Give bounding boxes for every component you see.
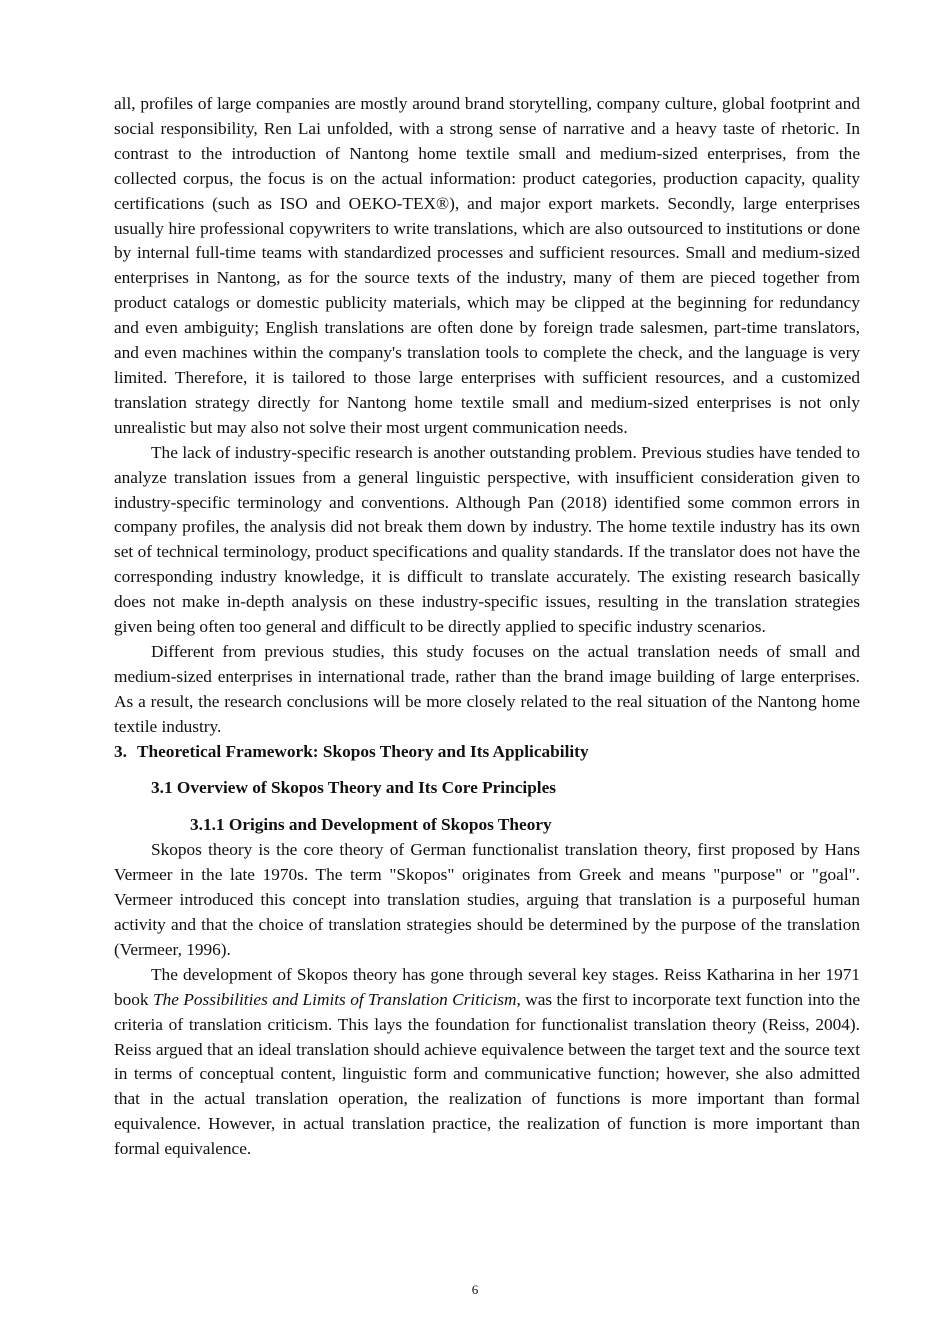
section-number: 3.: [114, 741, 127, 761]
section-title: Theoretical Framework: Skopos Theory and Its Applicability: [137, 741, 589, 761]
document-body: [114, 92, 860, 1162]
section-heading-3: [114, 740, 860, 765]
paragraph-industry-research-gap: The lack of industry-specific research is another outstanding problem. Previous studies have tended to analyze translation issues from a general linguistic perspective, with insufficient consideration given to industry-specific terminology and conventions. Although Pan (2018) identified some common errors in company profiles, the analysis did not break them down by industry. The home textile industry has its own set of technical terminology, product specifications and quality standards. If the translator does not have the corresponding industry knowledge, it is difficult to translate accurately. The existing research basically does not make in-depth analysis on these industry-specific issues, resulting in the translation strategies given being often too general and difficult to be directly applied to specific industry scenarios.: [114, 442, 860, 637]
paragraph-text-after-title: , was the first to incorporate text function into the criteria of translation criticism. This lays the foundation for functionalist translation theory (Reiss, 2004). Reiss argued that an ideal translation should achieve equivalence between the target text and the source text in terms of conceptual content, linguistic form and communicative function; however, she also admitted that in the actual translation operation, the realization of functions is more important than formal equivalence. However, in actual translation practice, the realization of function is more important than formal equivalence.: [114, 989, 861, 1159]
book-title: The Possibilities and Limits of Translation Criticism: [152, 989, 517, 1009]
paragraph-skopos-development: [114, 963, 860, 1162]
paragraph-study-focus: Different from previous studies, this study focuses on the actual translation needs of small and medium-sized enterprises in international trade, rather than the brand image building of large enterprises. As a result, the research conclusions will be more closely related to the real situation of the Nantong home textile industry.: [114, 641, 860, 736]
subsection-heading-3-1: 3.1 Overview of Skopos Theory and Its Core Principles: [151, 778, 556, 798]
paragraph-skopos-origins: Skopos theory is the core theory of German functionalist translation theory, first proposed by Hans Vermeer in the late 1970s. The term "Skopos" originates from Greek and means "purpose" or "goal". Vermeer introduced this concept into translation studies, arguing that translation is a purposeful human activity and that the choice of translation strategies should be determined by the purpose of the translation (Vermeer, 1996).: [114, 840, 860, 959]
paragraph-text-before-title: The development of Skopos theory has gone through several key stages. Reiss Katharina in her 1971 book: [114, 964, 860, 1009]
subsubsection-heading-3-1-1: 3.1.1 Origins and Development of Skopos Theory: [190, 815, 552, 835]
page-number: 6: [471, 1282, 479, 1297]
paragraph-large-vs-sme-profiles: all, profiles of large companies are mostly around brand storytelling, company culture, global footprint and social responsibility, Ren Lai unfolded, with a strong sense of narrative and a heavy taste of rhetoric. In contrast to the introduction of Nantong home textile small and medium-sized enterprises, from the collected corpus, the focus is on the actual information: product categories, production capacity, quality certifications (such as ISO and OEKO-TEX®), and major export markets. Secondly, large enterprises usually hire professional copywriters to write translations, which are also outsourced to institutions or done by internal full-time teams with standardized processes and sufficient resources. Small and medium-sized enterprises in Nantong, as for the source texts of the industry, many of them are pieced together from product catalogs or domestic publicity materials, which may be clipped at the beginning for redundancy and even ambiguity; English translations are often done by foreign trade salesmen, part-time translators, and even machines within the company's translation tools to complete the check, and the language is very limited. Therefore, it is tailored to those large enterprises with sufficient resources, and a customized translation strategy directly for Nantong home textile small and medium-sized enterprises is not only unrealistic but may also not solve their most urgent communication needs.: [114, 94, 860, 437]
